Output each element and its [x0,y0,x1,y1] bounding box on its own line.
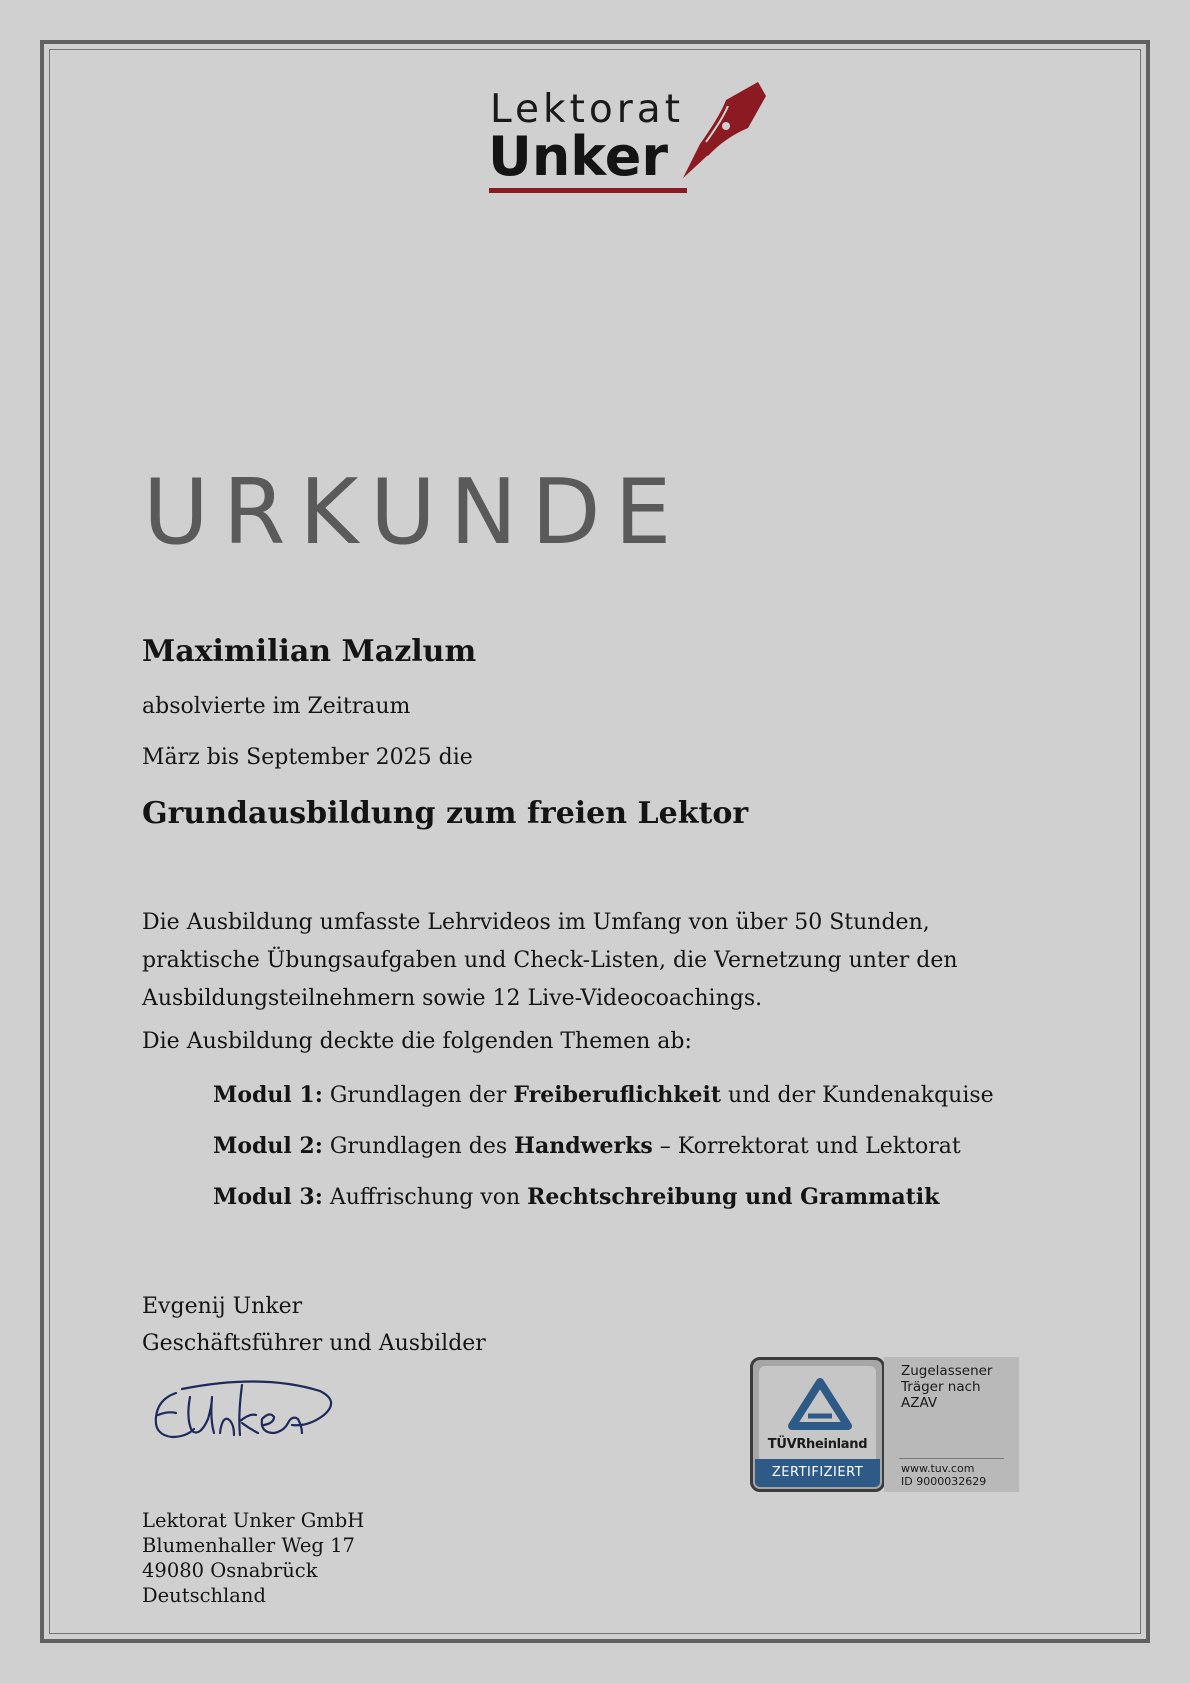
recipient-name: Maximilian Mazlum [142,634,477,669]
address-line: 49080 Osnabrück [142,1559,318,1582]
certificate-title: URKUNDE [143,460,686,565]
signer-block [142,1288,486,1362]
tuv-url: www.tuv.com [901,1462,975,1475]
logo-underline [489,188,687,193]
module-item: Modul 1: Grundlagen der Freiberuflichkeit und der Kundenakquise [213,1082,994,1108]
completed-text: absolvierte im Zeitraum [142,694,411,719]
module-item: Modul 2: Grundlagen des Handwerks – Korrektorat und Lektorat [213,1133,961,1159]
logo-line-2: Unker [488,125,669,188]
company-address [142,1508,364,1608]
signer-role: Geschäftsführer und Ausbilder [142,1331,486,1356]
module-list [213,1080,994,1233]
tuv-triangle-icon [788,1378,852,1430]
azav-info: Zugelassener Träger nach AZAV www.tuv.com ID 9000032629 [884,1357,1019,1492]
tuv-seal [750,1357,885,1492]
tuv-certification-badge [750,1357,1019,1492]
tuv-brand: TÜVRheinland [767,1437,868,1452]
company-logo [486,80,776,200]
address-line: Deutschland [142,1584,266,1607]
signer-name: Evgenij Unker [142,1294,303,1319]
address-line: Blumenhaller Weg 17 [142,1534,355,1557]
logo-line-1: Lektorat [490,87,684,132]
course-description: Die Ausbildung umfasste Lehrvideos im Umfang von über 50 Stunden, praktische Übungsaufgaben und Check-Listen, die Vernetzung unter den Ausbildungsteilnehmern sowie 12 Live-Videocoachings. [142,910,958,1011]
fountain-pen-nib-icon [662,80,772,200]
address-line: Lektorat Unker GmbH [142,1509,365,1532]
handwritten-signature [142,1375,342,1455]
certified-label: ZERTIFIZIERT [755,1459,880,1487]
topics-intro: Die Ausbildung deckte die folgenden Themen ab: [142,1029,692,1054]
tuv-id: ID 9000032629 [901,1475,987,1488]
module-item: Modul 3: Auffrischung von Rechtschreibung und Grammatik [213,1184,940,1210]
course-title: Grundausbildung zum freien Lektor [142,796,749,831]
period-text: März bis September 2025 die [142,745,473,770]
